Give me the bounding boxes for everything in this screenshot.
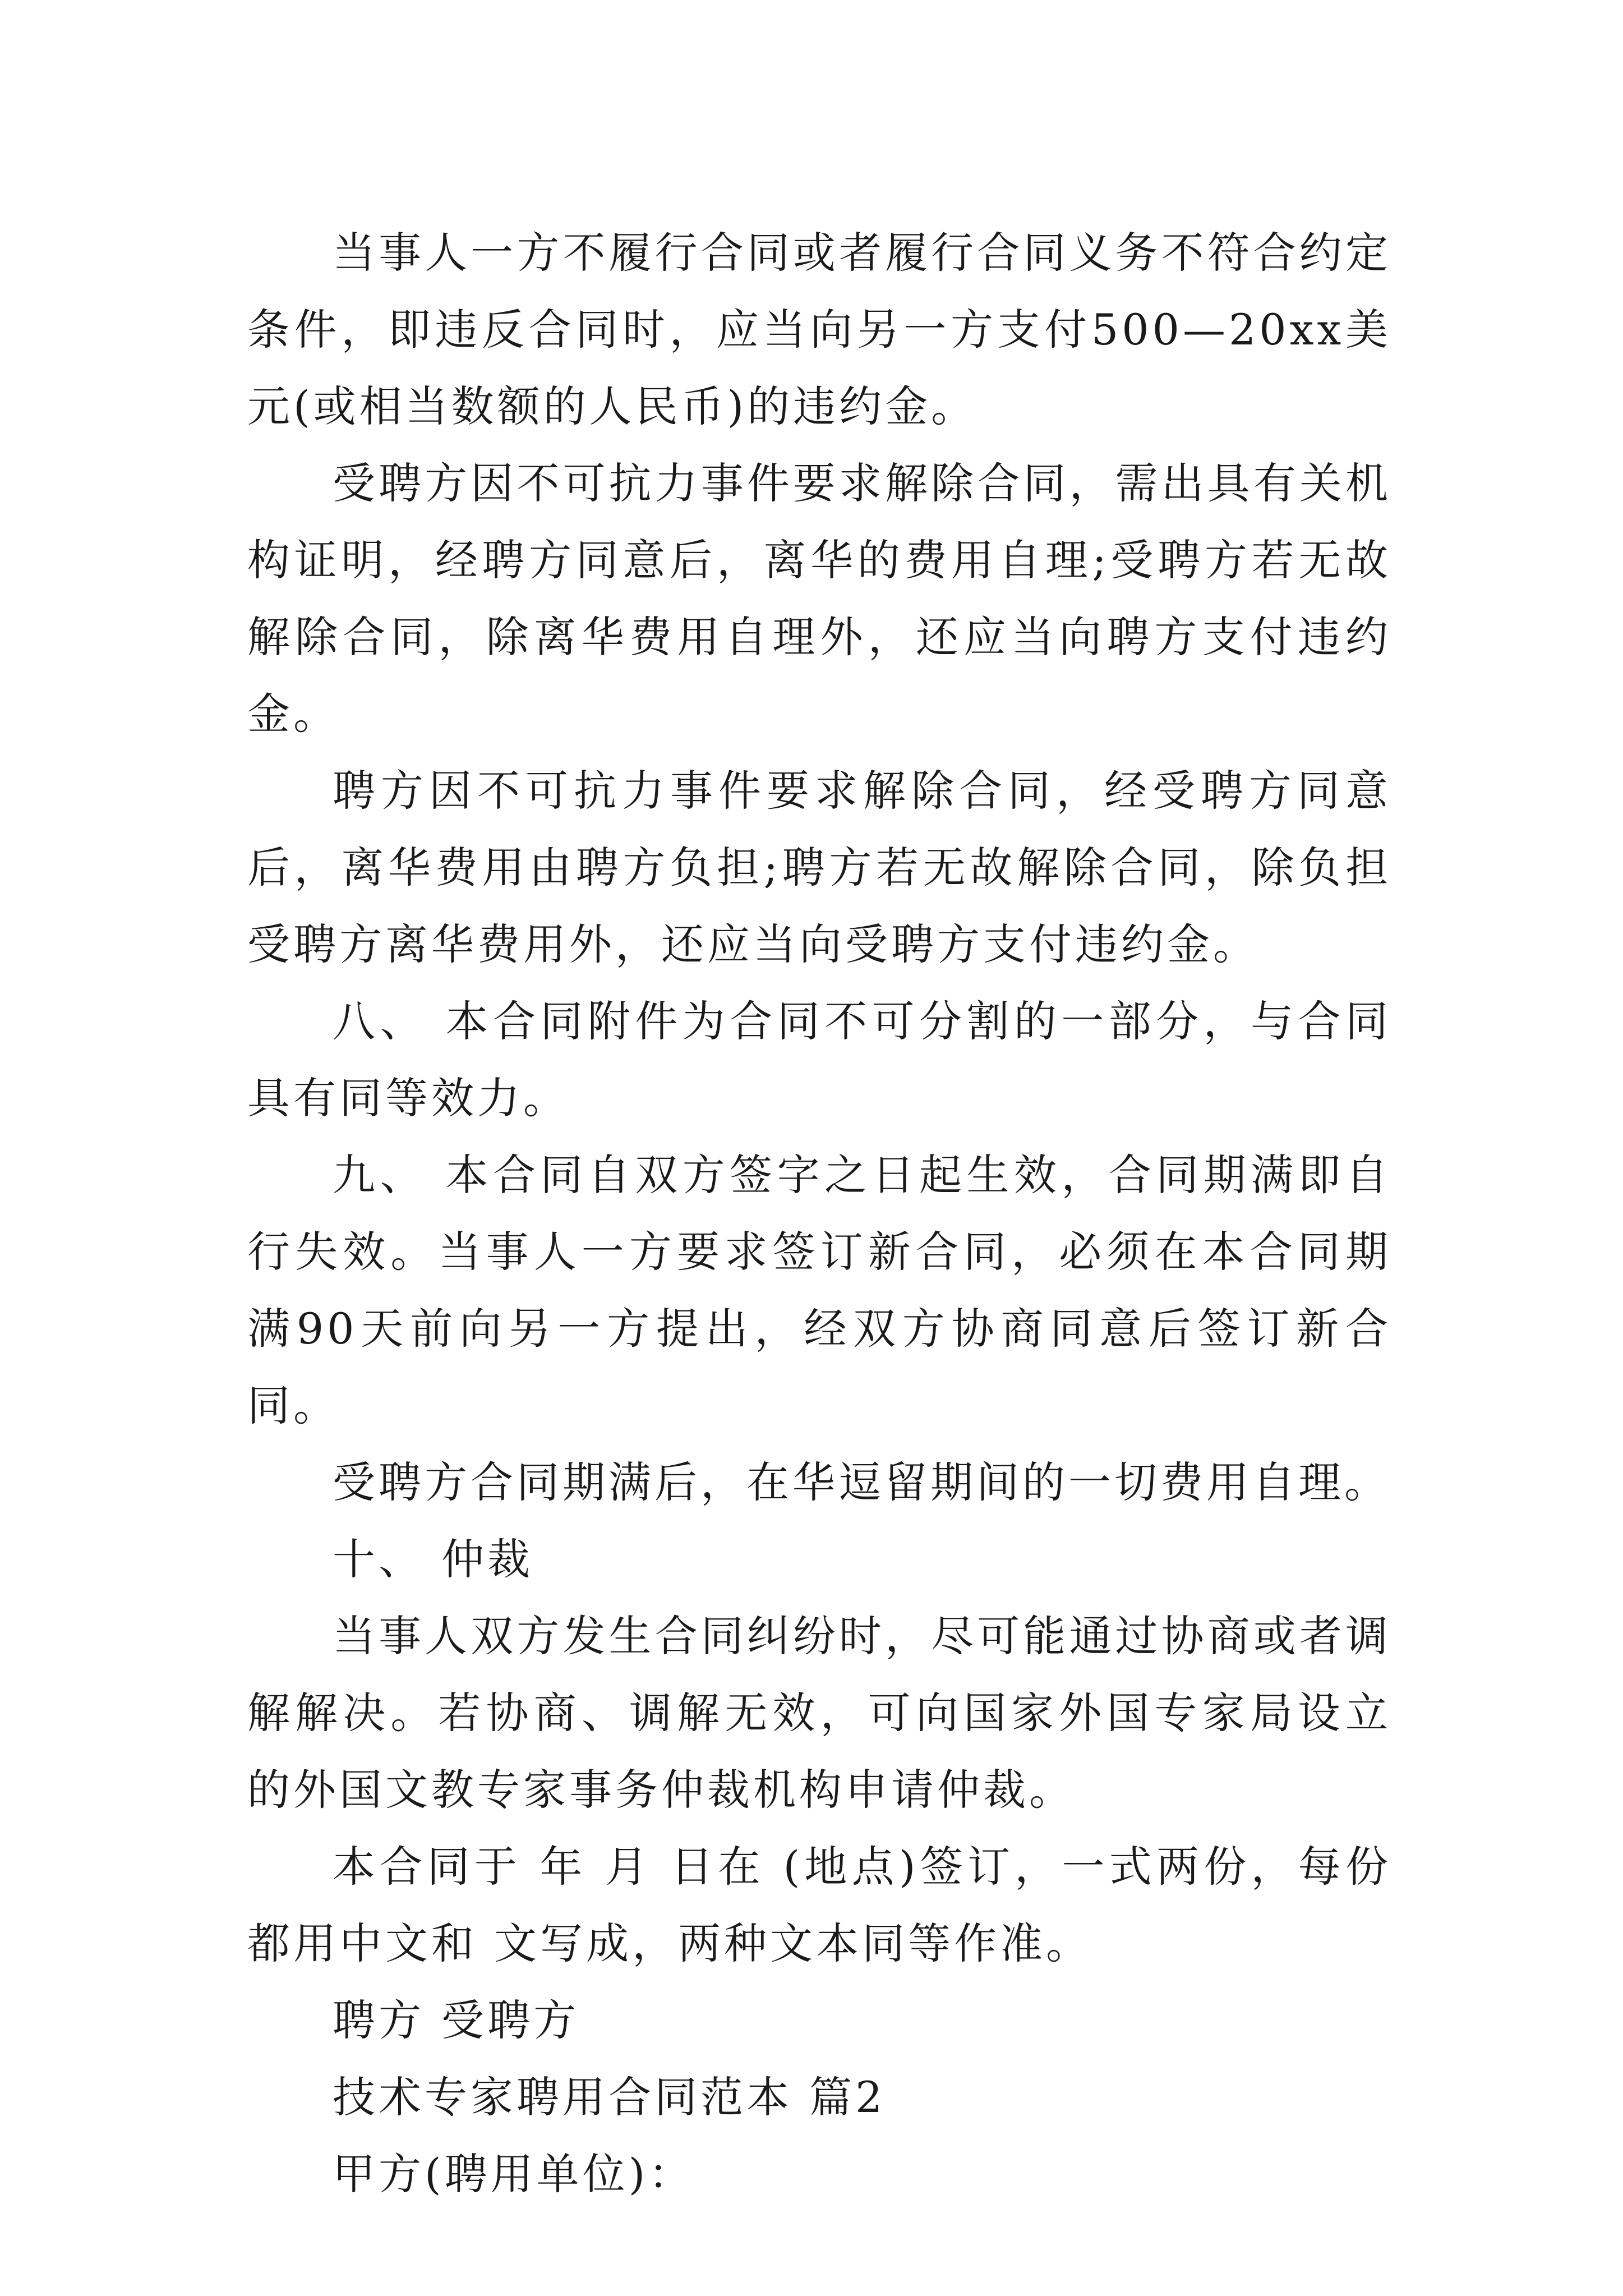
section-title: 技术专家聘用合同范本 篇2: [333, 2072, 886, 2122]
signature-parties: 聘方 受聘方: [333, 1995, 580, 2045]
paragraph-employee-termination: 受聘方因不可抗力事件要求解除合同，需出具有关机构证明，经聘方同意后，离华的费用自理;受聘方若无故解除合同，除离华费用自理外，还应当向聘方支付违约金。: [247, 458, 1391, 739]
paragraph-breach-penalty: 当事人一方不履行合同或者履行合同义务不符合约定条件，即违反合同时，应当向另一方支付500—20xx美元(或相当数额的人民币)的违约金。: [247, 228, 1391, 431]
clause-ten-heading: 十、 仲裁: [333, 1534, 534, 1584]
party-a-label: 甲方(聘用单位)：: [333, 2149, 695, 2199]
paragraph-signing: 本合同于 年 月 日在 (地点)签订，一式两份，每份都用中文和 文写成，两种文本同等作准。: [247, 1842, 1391, 1968]
paragraph-employer-termination: 聘方因不可抗力事件要求解除合同，经受聘方同意后，离华费用由聘方负担;聘方若无故解除合同，除负担受聘方离华费用外，还应当向受聘方支付违约金。: [247, 766, 1391, 969]
document-body: [247, 214, 1391, 2212]
paragraph-expenses-after-expiry: 受聘方合同期满后，在华逗留期间的一切费用自理。: [333, 1457, 1390, 1507]
clause-nine-effective: 九、 本合同自双方签字之日起生效，合同期满即自行失效。当事人一方要求签订新合同，必须在本合同期满90天前向另一方提出，经双方协商同意后签订新合同。: [247, 1150, 1391, 1430]
clause-eight-attachments: 八、 本合同附件为合同不可分割的一部分，与合同具有同等效力。: [247, 996, 1391, 1123]
paragraph-arbitration: 当事人双方发生合同纠纷时，尽可能通过协商或者调解解决。若协商、调解无效，可向国家外国专家局设立的外国文教专家事务仲裁机构申请仲裁。: [247, 1611, 1391, 1815]
